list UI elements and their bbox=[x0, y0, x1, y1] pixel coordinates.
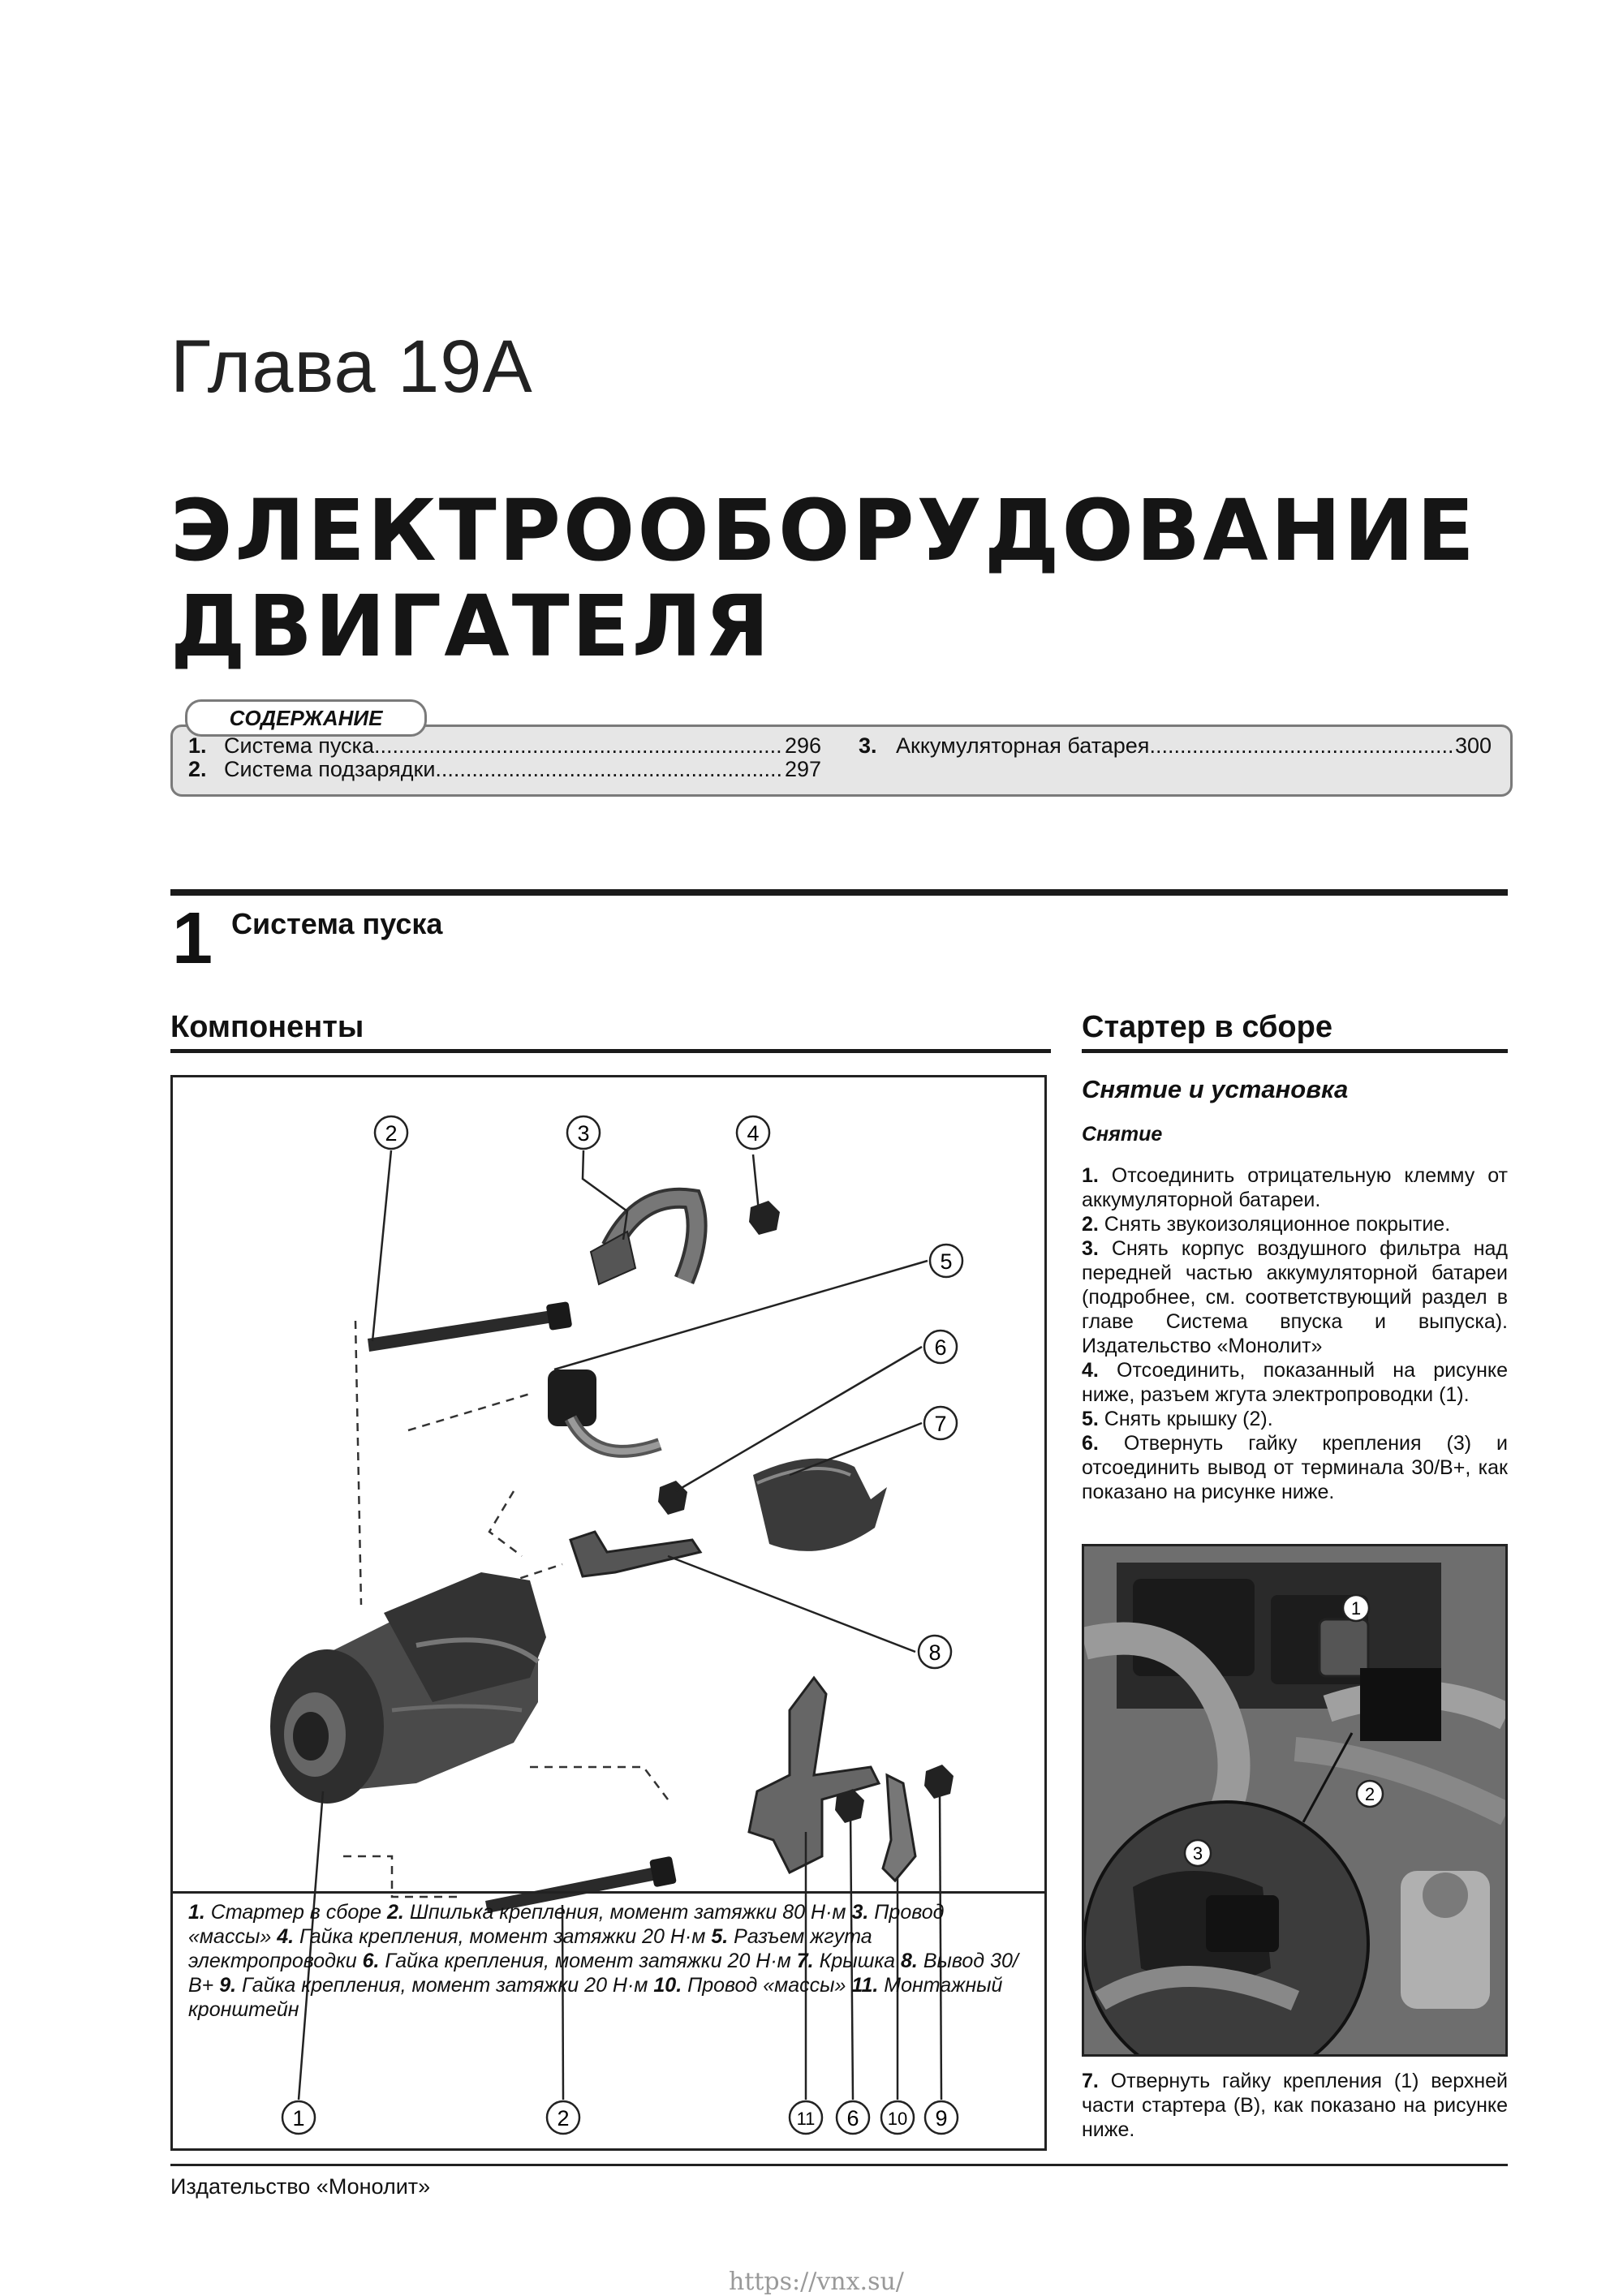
toc-item[interactable] bbox=[188, 756, 821, 782]
photo-callout-2: 2 bbox=[1364, 1784, 1375, 1804]
watermark-url[interactable]: https://vnx.su/ bbox=[729, 2268, 904, 2296]
starter-heading-rule bbox=[1082, 1049, 1508, 1053]
callout-2b: 2 bbox=[557, 2106, 570, 2130]
step-item: 6. Отвернуть гайку крепления (3) и отсоединить вывод от терминала 30/В+, как показано на рисунке ниже. bbox=[1082, 1432, 1508, 1503]
section-rule bbox=[170, 889, 1508, 896]
starter-motor bbox=[270, 1572, 546, 1804]
section-number: 1 bbox=[172, 898, 213, 979]
step-item: 3. Снять корпус воздушного фильтра над передней частью аккумуляторной батареи (подробнее, см. соответствующий раздел в главе Система впуска и выпуска). Издательство «Монолит» bbox=[1082, 1237, 1508, 1357]
footer-rule bbox=[170, 2164, 1508, 2166]
harness-connector bbox=[548, 1369, 660, 1451]
chapter-label: Глава 19A bbox=[170, 325, 533, 408]
engine-photo bbox=[1082, 1544, 1508, 2057]
toc-item-label: Система подзарядки ..... bbox=[224, 756, 781, 782]
toc-item-page: 297 bbox=[784, 757, 821, 781]
chapter-title-line-1: ЭЛЕКТРООБОРУДОВАНИЕ bbox=[170, 481, 1477, 580]
callout-11: 11 bbox=[796, 2109, 816, 2129]
photo-callout-3: 3 bbox=[1192, 1843, 1203, 1864]
mounting-bracket bbox=[749, 1678, 879, 1872]
callout-9: 9 bbox=[935, 2106, 948, 2130]
chapter-title bbox=[170, 483, 1477, 674]
engine-photo-image bbox=[1084, 1546, 1506, 2054]
callout-4: 4 bbox=[747, 1121, 760, 1146]
callout-10: 10 bbox=[887, 2109, 908, 2129]
components-heading: Компоненты bbox=[170, 1010, 364, 1044]
callout-6b: 6 bbox=[846, 2106, 859, 2130]
ground-wire-bottom bbox=[883, 1775, 915, 1881]
toc-item[interactable] bbox=[188, 733, 821, 759]
callout-8: 8 bbox=[928, 1640, 941, 1665]
toc-item[interactable] bbox=[859, 733, 1492, 759]
toc-header: СОДЕРЖАНИЕ bbox=[185, 699, 427, 737]
toc-item-page: 300 bbox=[1454, 733, 1492, 758]
chapter-title-line-2: ДВИГАТЕЛЯ bbox=[170, 577, 773, 676]
step-item: 1. Отсоединить отрицательную клемму от аккумуляторной батареи. bbox=[1082, 1164, 1508, 1211]
toc-item-number: 2. bbox=[188, 757, 207, 781]
toc-item-label: Аккумуляторная батарея ..... bbox=[896, 733, 1452, 759]
starter-heading: Стартер в сборе bbox=[1082, 1010, 1332, 1044]
ground-wire-top bbox=[591, 1198, 697, 1284]
toc-item-page: 296 bbox=[784, 733, 821, 758]
nut-6-top bbox=[658, 1481, 687, 1515]
step-item-7: 7. Отвернуть гайку крепления (1) верхней части стартера (В), как показано на рисунке ниже. bbox=[1082, 2070, 1508, 2141]
removal-label: Снятие bbox=[1082, 1123, 1163, 1146]
callout-1: 1 bbox=[292, 2106, 305, 2130]
callout-2: 2 bbox=[385, 1121, 398, 1146]
nut-4 bbox=[749, 1201, 780, 1235]
step-item: 5. Снять крышку (2). bbox=[1082, 1408, 1273, 1430]
removal-install-heading: Снятие и установка bbox=[1082, 1075, 1349, 1103]
removal-steps bbox=[1082, 1163, 1508, 1504]
components-caption: 1. Стартер в сборе 2. Шпилька крепления, момент затяжки 80 Н·м 3. Провод «массы» 4. Гайка крепления, момент затяжки 20 Н·м 5. Разъем жгута электропроводки 6. Гайка крепления, момент затяжки 20 Н·м 7. Крышка 8. Вывод 30/В+ 9. Гайка крепления, момент затяжки 20 Н·м 10. Провод «массы» 11. Монтажный кронштейн bbox=[188, 1901, 1018, 2021]
callout-5: 5 bbox=[940, 1249, 953, 1274]
callout-6: 6 bbox=[934, 1335, 947, 1360]
callout-3: 3 bbox=[577, 1121, 590, 1146]
terminal-30-b bbox=[570, 1532, 700, 1576]
toc-item-number: 1. bbox=[188, 733, 207, 758]
callout-7: 7 bbox=[934, 1412, 947, 1436]
components-heading-rule bbox=[170, 1049, 1051, 1053]
toc-item-label: Система пуска ..... bbox=[224, 733, 781, 759]
section-title: Система пуска bbox=[231, 907, 443, 940]
footer-publisher: Издательство «Монолит» bbox=[170, 2174, 431, 2199]
toc-item-number: 3. bbox=[859, 733, 877, 758]
photo-callout-1: 1 bbox=[1350, 1598, 1362, 1619]
step-item: 2. Снять звукоизоляционное покрытие. bbox=[1082, 1213, 1451, 1236]
mounting-stud-top bbox=[368, 1301, 572, 1352]
caption-divider bbox=[170, 1891, 1047, 1894]
terminal-cover bbox=[753, 1459, 887, 1551]
step-item: 4. Отсоединить, показанный на рисунке ниже, разъем жгута электропроводки (1). bbox=[1082, 1359, 1508, 1406]
